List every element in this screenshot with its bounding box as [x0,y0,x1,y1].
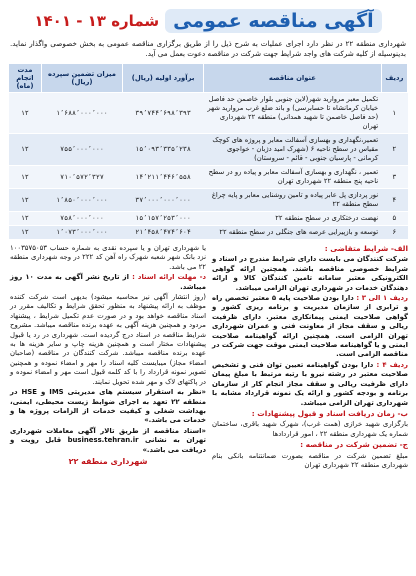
col-header-duration: مدت انجام (ماه) [9,64,42,93]
conditions-left-column [10,244,206,471]
row-subject: تعمیر،نگهداری و بهسازی آسفالت معابر و پروژه های کوچک مقیاس در سطح ناحیه ۶ (شهرک امید دژبان - خواجوی کرمانی - پارسیان جنوبی - قائم - سروستان) [204,134,382,166]
row-number: ۵ [381,212,407,226]
row-subject: تعمیر ، نگهداری و بهسازی آسفالت معابر و پیاده رو در سطح ناحیه پنج منطقه ۲۲ شهرداری تهران [204,166,382,189]
row-subject: توسعه و بازپیرایی عرصه های جنگلی در سطح منطقه ۲۲ [204,226,382,240]
section-c-heading: ج- تضمین شرکت در مناقصه : [300,440,408,450]
row-duration: ۱۲ [9,166,42,189]
section-b-text: بارگزاری شهید خرازی (همت غرب)، شهرک شهید باقری، ساختمان شماره یک شهرداری منطقه ۲۲ ، امور قراردادها [212,420,408,438]
row-deposit: ۷۱۰٬۵۷۲٬۳۲۷ [41,166,122,189]
row-deposit: ۷۵۵٬۰۰۰٬۰۰۰ [41,134,122,166]
row-estimate: ۱۵٬۰۹۳٬۳۳۵٬۲۳۸ [123,134,204,166]
row-subject: نهضت درختکاری در سطح منطقه ۲۲ [204,212,382,226]
row-number: ۶ [381,226,407,240]
notice-title: آگهی مناقصه عمومی [165,9,382,33]
row-deposit: ۱٬۸۵۰٬۰۰۰٬۰۰۰ [41,189,122,212]
table-row [9,226,408,240]
table-row [9,93,408,134]
section-a-text: شرکت کنندگان می بایست دارای شرایط مندرج در اسناد و شرایط خصوصی مناقصه باشند. همچنین ارائه گواهی الکترونیکی معتبر سامانه تامین کنندگان کالا و ارائه دهندگان خدمات در شهرداری تهران الزامی میباشد. [212,255,408,292]
table-row [9,134,408,166]
deadline-label: د- مهلت ارائه اسناد : [132,273,207,282]
row1-3-label: ردیف ۱ الی ۳ : [356,294,409,303]
general-terms-text: (روز انتشار آگهی نیز محاسبه میشود) بدیهی است شرکت کننده موظف به ارائه پیشنهاد به منظور تحقق شرایط و تکالیف مقرر در اسناد مناقصه خواهد بود و در صورت عدم تکمیل شرایط ، پیشنهاد مردود و همچنین هزینه آگهی به عهده برنده مناقصه میباشد. مشروح شرایط مناقصه در اسناد درج گردیده است. شهرداری در رد یا قبول پیشنهادات مختار است و همچنین هزینه چاپ و سایر هزینه ها به عهده برنده مناقصه میباشد. شرکت کنندگان در مناقصه (صاحبان امضاء مجاز) میبایست کلیه اسناد را مهر و امضاء نموده و همچنین تصویر نمونه قرارداد را با کد کلمه قبول است مهر و امضاء نموده و در پاکتهای لاک و مهر شده تحویل نمایند. [10,293,206,386]
row-duration: ۱۲ [9,212,42,226]
row-duration: ۱۲ [9,134,42,166]
ims-hse-text: «نظر به استقرار سیستم های مدیریتی IMS و HSE در منطقه ۲۲ تعهد به اجرای ضوابط زیست محیطی، ایمنی، بهداشت شغلی و کیفیت خدمات از الزامات پروژه ها و خدمات می باشد.» [10,388,206,425]
documents-portal-text: «اسناد مناقصه از طریق تالار آگهی معاملات شهرداری تهران به نشانی business.tehran.ir قابل رویت و دریافت می باشد.» [10,426,207,454]
row-subject: نور پردازی پل عابر پیاده و تامین روشنایی معابر و پایه چراغ سطح منطقه ۲۲ [204,189,382,212]
row-deposit: ۱٬۶۸۸٬۰۰۰٬۰۰۰ [41,93,122,134]
table-row [9,189,408,212]
deadline-text: از تاریخ نشر آگهی به مدت ۱۰ روز میباشد. [10,273,206,291]
notice-number: شماره ۱۳ - ۱۴۰۱ [34,12,160,30]
row-number: ۲ [381,134,407,166]
row-number: ۱ [381,93,407,134]
section-c-text: مبلغ تضمین شرکت در مناقصه بصورت ضمانتنامه بانکی بنام شهرداری منطقه ۲۲ شهرداری تهران [212,451,408,469]
notice-banner [8,6,408,36]
intro-paragraph: شهرداری منطقه ۲۲ در نظر دارد اجرای عملیات به شرح ذیل را از طریق برگزاری مناقصه عمومی به بخش خصوصی واگذار نماید. بدینوسیله از کلیه شرکت های واجد شرایط جهت شرکت در مناقصه دعوت بعمل می آید. [10,39,406,58]
deposit-account-text: یا شهرداری تهران و یا سپرده نقدی به شماره حساب ۱۰۰۳۵۷۵۰۵۳ نزد بانک شهر شعبه شهرک راه آهن کد ۲۲۲ در وجه شهرداری منطقه ۲۲ می باشد. [10,244,207,271]
table-row [9,166,408,189]
row1-3-text: دارا بودن صلاحیت پایه ۵ معتبر تخصص راه و ترابری از سازمان مدیریت و برنامه ریزی کشور و گواهی صلاحیت ایمنی پیمانکاری معتبر. دارای ظرفیت ریالی و سقف مجاز از معاونت فنی و عمران شهرداری تهران الزامی است. همچنین ارائه گواهینامه صلاحیت ایمنی و یا گواهینامه صلاحیت ایمنی موقت جهت شرکت در مناقصه الزامی است. [212,294,408,359]
row-subject: تکمیل معبر مروارید شهر(لاین جنوبی بلوار خاصمن حد فاصل خیابان کرمانشاه تا حسابرسی) و باند ضلع غرب مروارید شهر (حد فاصل خاصمن تا شهید همدانی) منطقه ۲۲ شهرداری تهران [204,93,382,134]
row-estimate: ۱۵٬۱۵۷٬۲۵۳٬۰۰۰ [123,212,204,226]
tender-table [8,63,408,240]
row-estimate: ۳۹٬۷۴۴٬۶۹۸٬۳۹۳ [123,93,204,134]
conditions-right-column [212,244,408,471]
section-a-heading: الف- شرایط متقاضی : [324,244,408,253]
col-header-row: ردیف [381,64,407,93]
table-row [9,212,408,226]
conditions-columns [8,244,408,471]
row-estimate: ۳۷٬۰۰۰٬۰۰۰٬۰۰۰ [123,189,204,212]
row4-text: دارا بودن گواهینامه تعیین توان فنی و تشخیص صلاحیت معتبر در رشته نیرو با رتبه مرتبط با مبلغ پیمان دارای ظرفیت ریالی و سقف مجاز انجام کار از سازمان برنامه و بودجه کشور و ارائه یک نمونه قرارداد مشابه با شهرداری تهران الزامی میباشد. [212,360,408,407]
col-header-deposit: میزان تضمین سپرده (ریال) [41,64,122,93]
col-header-subject: عنوان مناقصه [204,64,382,93]
section-b-heading: ب- زمان دریافت اسناد و قبول پیشنهادات : [251,408,408,418]
organization-signature: شهرداری منطقه ۲۲ [68,456,148,466]
row-deposit: ۱٬۰۷۳٬۰۰۰٬۰۰۰ [41,226,122,240]
row-duration: ۱۲ [9,189,42,212]
row-duration: ۱۲ [9,226,42,240]
row4-label: ردیف ۴ : [376,360,408,369]
row-deposit: ۷۵۸٬۰۰۰٬۰۰۰ [41,212,122,226]
row-number: ۴ [381,189,407,212]
col-header-estimate: برآورد اولیه (ریال) [123,64,204,93]
row-estimate: ۲۱٬۴۵۸٬۴۷۴٬۶۰۴ [123,226,204,240]
row-duration: ۱۲ [9,93,42,134]
row-number: ۳ [381,166,407,189]
table-header-row [9,64,408,93]
row-estimate: ۱۴٬۲۱۱٬۴۴۶٬۵۵۸ [123,166,204,189]
